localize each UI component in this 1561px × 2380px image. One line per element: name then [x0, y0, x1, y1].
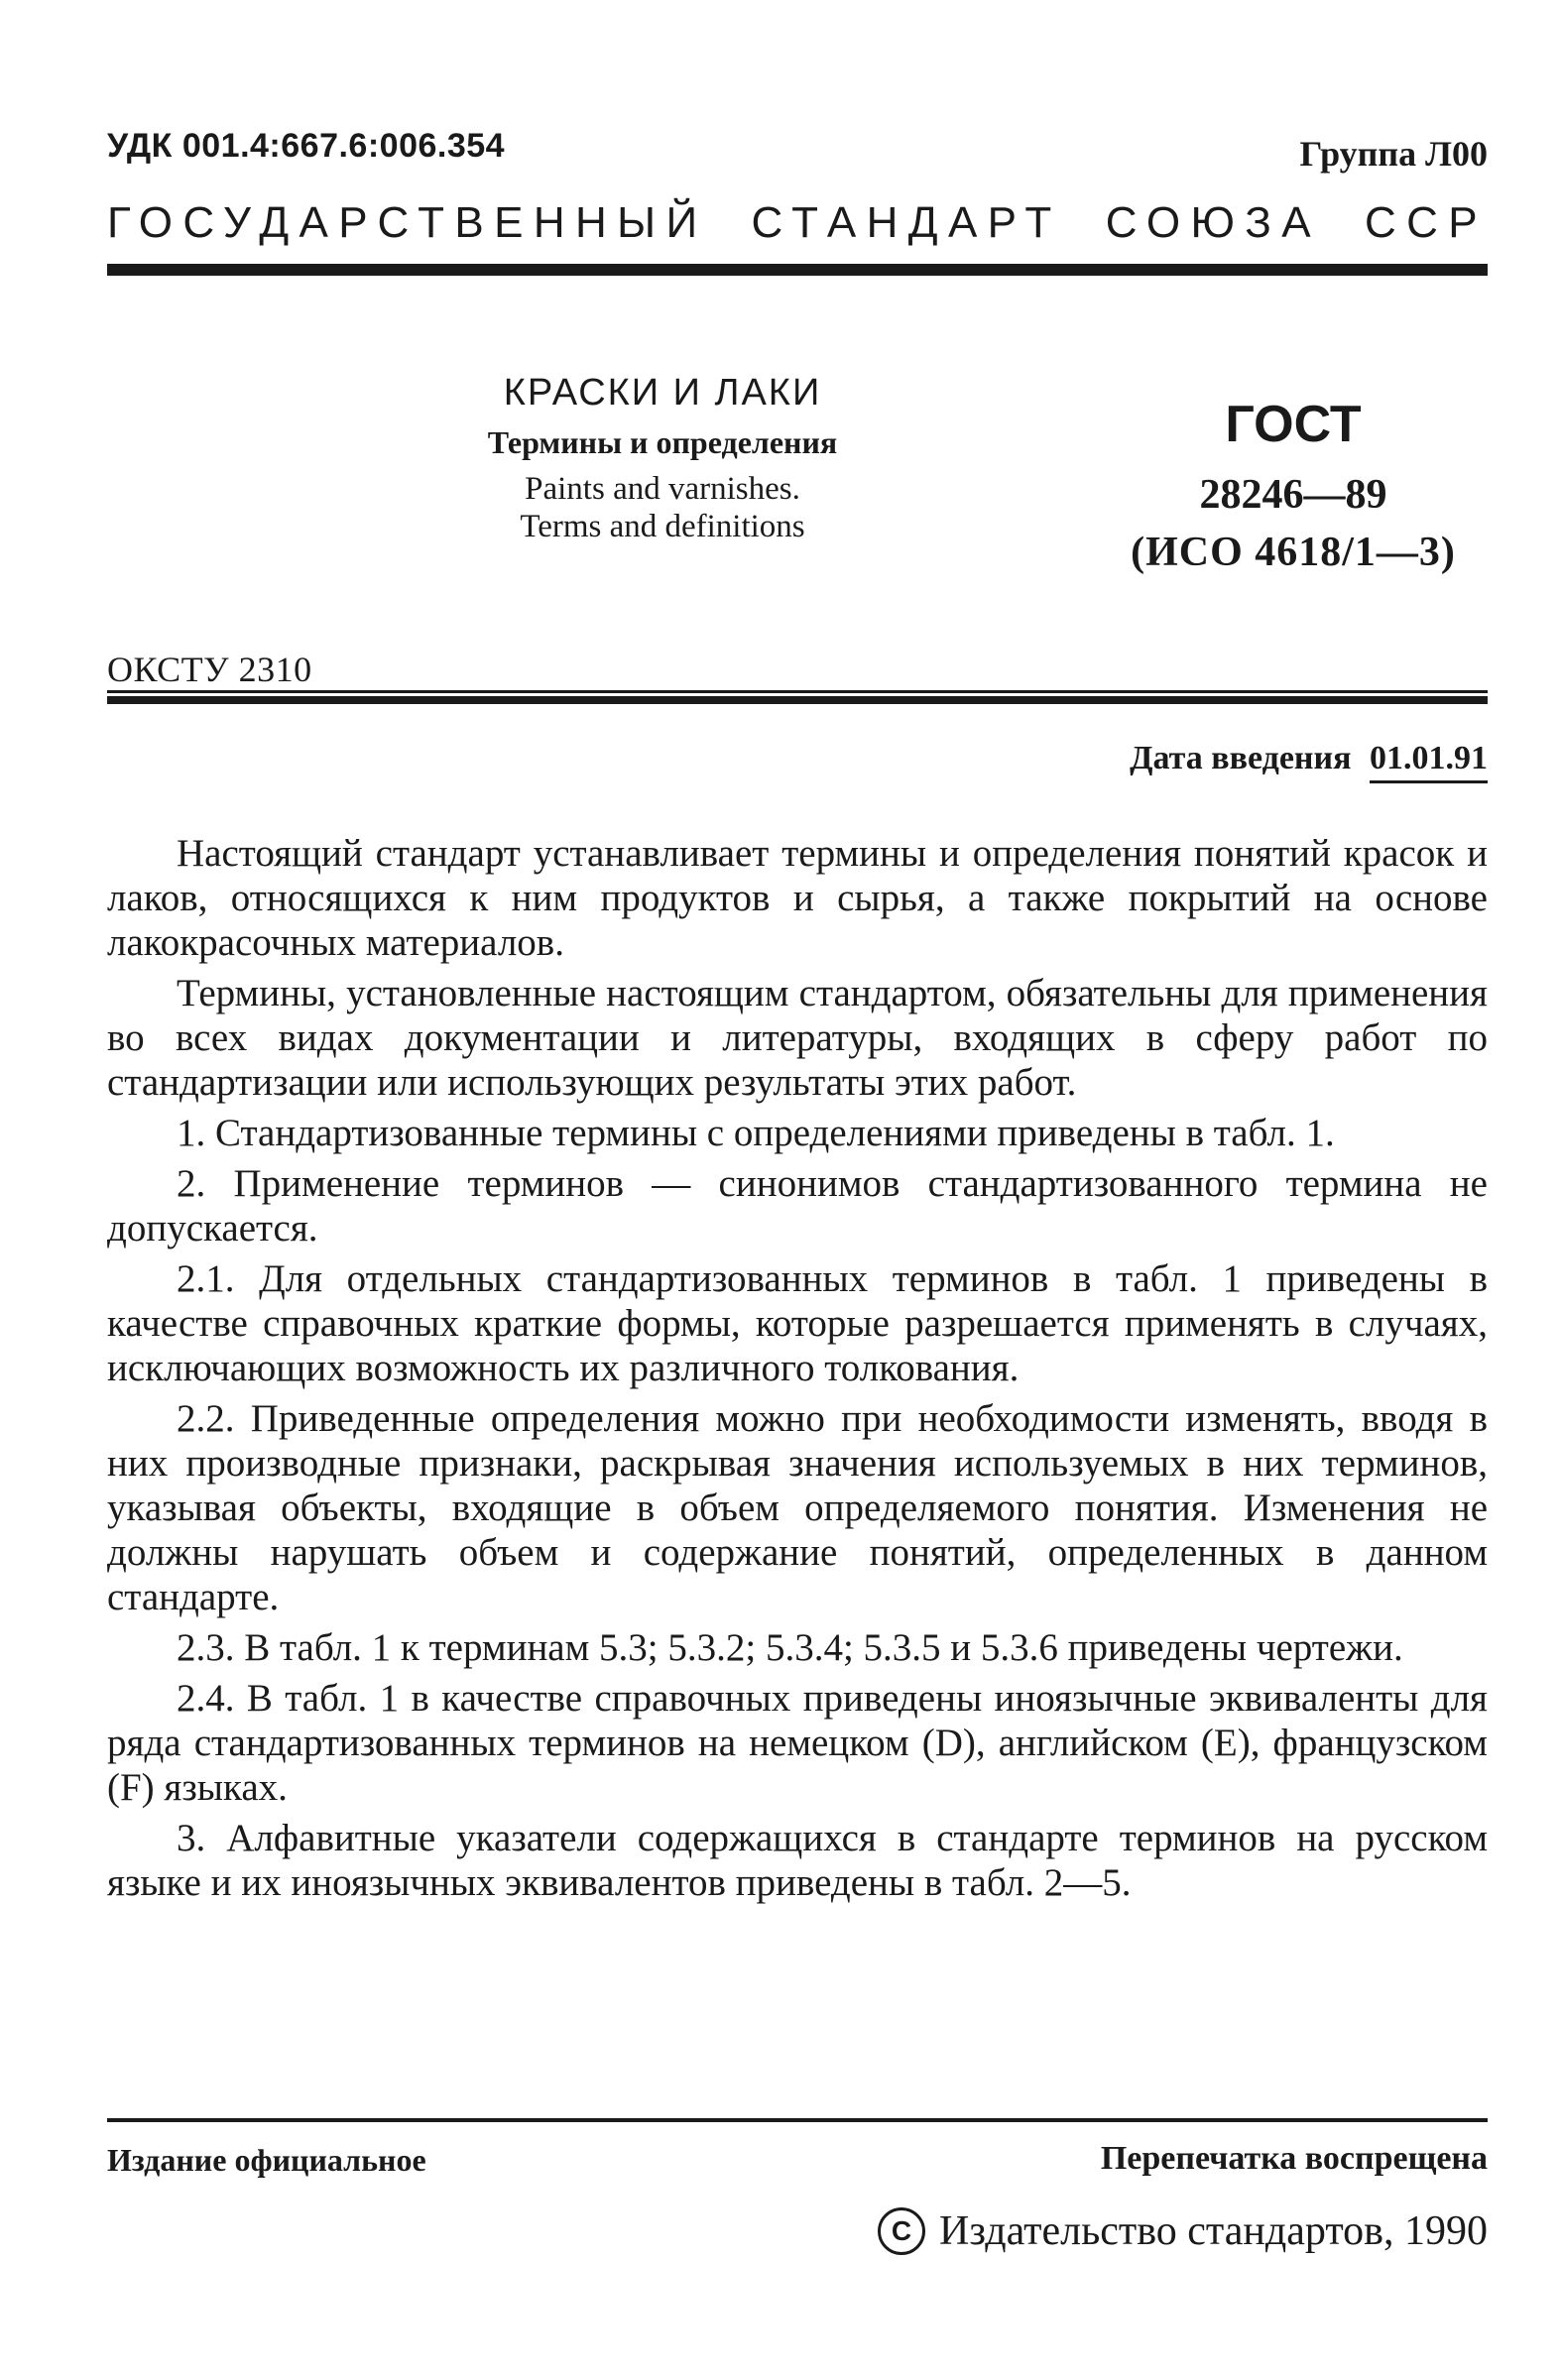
banner-word-1: ГОСУДАРСТВЕННЫЙ [107, 198, 708, 247]
introduction-date-label: Дата введения [1130, 740, 1352, 776]
introduction-date [1130, 740, 1488, 777]
english-title-line-1: Paints and varnishes. [525, 471, 800, 507]
introduction-date-value: 01.01.91 [1370, 740, 1488, 776]
okstu-code: ОКСТУ 2310 [107, 650, 312, 689]
state-standard-banner [107, 198, 1488, 248]
paragraph: Термины, установленные настоящим стандартом, обязательны для применения во всех видах документации и литературы, входящих в сферу работ по стандартизации или использующих результаты этих работ. [107, 972, 1488, 1104]
gost-number: 28246—89 [1199, 472, 1387, 518]
paragraph: Настоящий стандарт устанавливает термины и определения понятий красок и лаков, относящихся к ним продуктов и сырья, а также покрытий на основе лакокрасочных материалов. [107, 832, 1488, 964]
body-text [107, 831, 1488, 1911]
okstu-rule-thick [107, 696, 1488, 704]
footer-rule [107, 2118, 1488, 2122]
paragraph: 2.4. В табл. 1 в качестве справочных приведены иноязычные эквиваленты для ряда стандартизованных терминов на немецком (D), английском (E), французском (F) языках. [107, 1677, 1488, 1809]
introduction-date-value-wrap [1370, 740, 1488, 777]
header-thick-rule [107, 264, 1488, 276]
date-underline [1370, 780, 1488, 783]
paragraph: 2.1. Для отдельных стандартизованных терминов в табл. 1 приведены в качестве справочных краткие формы, которые разрешается применять в случаях, исключающих возможность их различного толкования. [107, 1257, 1488, 1389]
reprint-prohibited-note: Перепечатка воспрещена [1100, 2140, 1488, 2177]
banner-word-3: СОЮЗА [1105, 198, 1321, 247]
banner-word-4: ССР [1364, 198, 1488, 247]
paragraph: 2. Применение терминов — синонимов стандартизованного термина не допускается. [107, 1162, 1488, 1250]
iso-reference: (ИСО 4618/1—3) [1131, 530, 1456, 575]
gost-block [1099, 393, 1488, 581]
official-edition-note: Издание официальное [107, 2142, 426, 2178]
paragraph: 1. Стандартизованные термины с определениями приведены в табл. 1. [177, 1112, 1335, 1154]
publisher-name: Издательство стандартов, 1990 [939, 2208, 1488, 2254]
banner-word-2: СТАНДАРТ [751, 198, 1062, 247]
document-title: КРАСКИ И ЛАКИ [503, 372, 822, 414]
copyright-icon: C [878, 2207, 925, 2255]
english-title-line-2: Terms and definitions [520, 509, 805, 544]
paragraph: 2.2. Приведенные определения можно при необходимости изменять, вводя в них производные признаки, раскрывая значения используемых в них терминов, указывая объекты, входящие в объем определяемого понятия. Изменения не должны нарушать объем и содержание понятий, определенных в данном стандарте. [107, 1397, 1488, 1618]
udk-code: УДК 001.4:667.6:006.354 [107, 127, 506, 165]
document-subtitle: Термины и определения [487, 424, 838, 460]
paragraph: 3. Алфавитные указатели содержащихся в стандарте терминов на русском языке и их иноязычных эквивалентов приведены в табл. 2—5. [107, 1817, 1488, 1904]
group-code: Группа Л00 [1299, 134, 1488, 174]
title-block [395, 369, 930, 545]
okstu-rule-thin [107, 690, 1488, 693]
copyright-line [878, 2207, 1488, 2255]
paragraph: 2.3. В табл. 1 к терминам 5.3; 5.3.2; 5.3.4; 5.3.5 и 5.3.6 приведены чертежи. [177, 1626, 1403, 1669]
document-page [107, 0, 1488, 2380]
gost-label: ГОСТ [1225, 396, 1362, 453]
